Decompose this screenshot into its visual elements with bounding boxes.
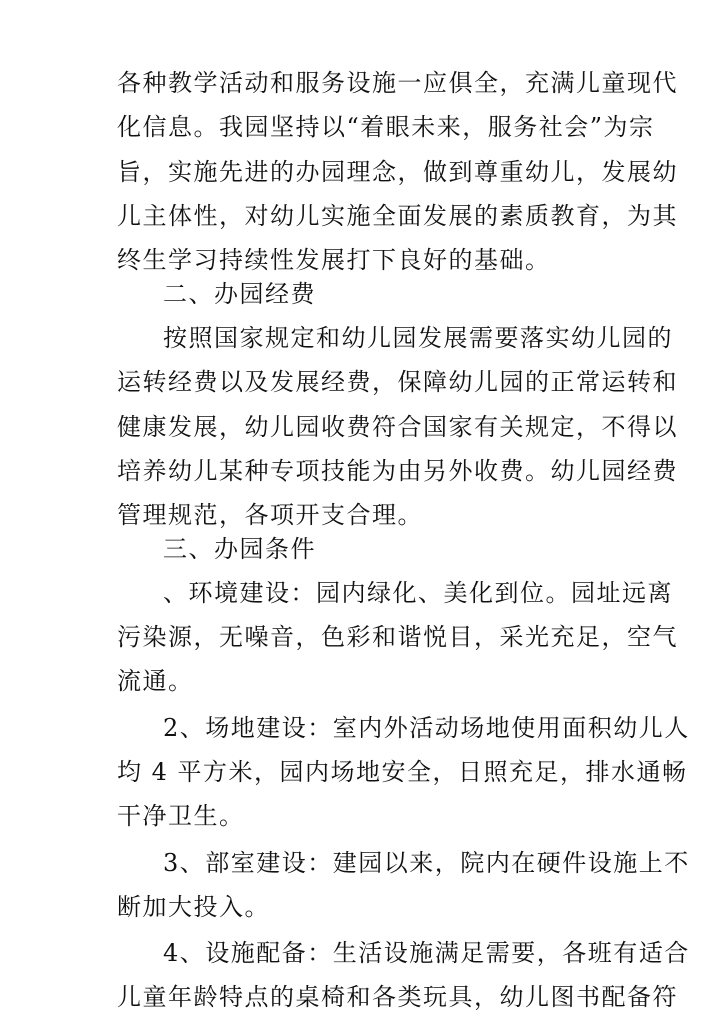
paragraph-line: 4、设施配备：生活设施满足需要，各班有适合 bbox=[163, 939, 690, 967]
paragraph-line: 干净卫生。 bbox=[117, 802, 245, 830]
section-heading-conditions: 三、办园条件 bbox=[163, 535, 316, 563]
paragraph-line: 断加大投入。 bbox=[117, 893, 270, 921]
paragraph-line: 均 4 平方米，园内场地安全，日照充足，排水通畅 bbox=[117, 758, 688, 786]
paragraph-line: 健康发展，幼儿园收费符合国家有关规定，不得以 bbox=[117, 413, 678, 441]
paragraph-line: 按照国家规定和幼儿园发展需要落实幼儿园的 bbox=[163, 324, 673, 352]
paragraph-line: 、环境建设：园内绿化、美化到位。园址远离 bbox=[163, 579, 673, 607]
paragraph-line: 污染源，无噪音，色彩和谐悦目，采光充足，空气 bbox=[117, 623, 678, 651]
paragraph-line: 流通。 bbox=[117, 667, 194, 695]
paragraph-line: 化信息。我园坚持以“着眼未来，服务社会”为宗 bbox=[117, 113, 655, 141]
paragraph-line: 终生学习持续性发展打下良好的基础。 bbox=[117, 246, 551, 274]
section-heading-funding: 二、办园经费 bbox=[163, 280, 316, 308]
paragraph-line: 旨，实施先进的办园理念，做到尊重幼儿，发展幼 bbox=[117, 158, 678, 186]
paragraph-line: 儿童年龄特点的桌椅和各类玩具，幼儿图书配备符 bbox=[117, 983, 678, 1011]
paragraph-line: 运转经费以及发展经费，保障幼儿园的正常运转和 bbox=[117, 368, 678, 396]
paragraph-line: 2、场地建设：室内外活动场地使用面积幼儿人 bbox=[163, 714, 690, 742]
paragraph-line: 儿主体性，对幼儿实施全面发展的素质教育，为其 bbox=[117, 202, 678, 230]
paragraph-line: 各种教学活动和服务设施一应俱全，充满儿童现代 bbox=[117, 69, 678, 97]
paragraph-line: 培养幼儿某种专项技能为由另外收费。幼儿园经费 bbox=[117, 457, 678, 485]
paragraph-line: 管理规范，各项开支合理。 bbox=[117, 501, 423, 529]
paragraph-line: 3、部室建设：建园以来，院内在硬件设施上不 bbox=[163, 849, 690, 877]
